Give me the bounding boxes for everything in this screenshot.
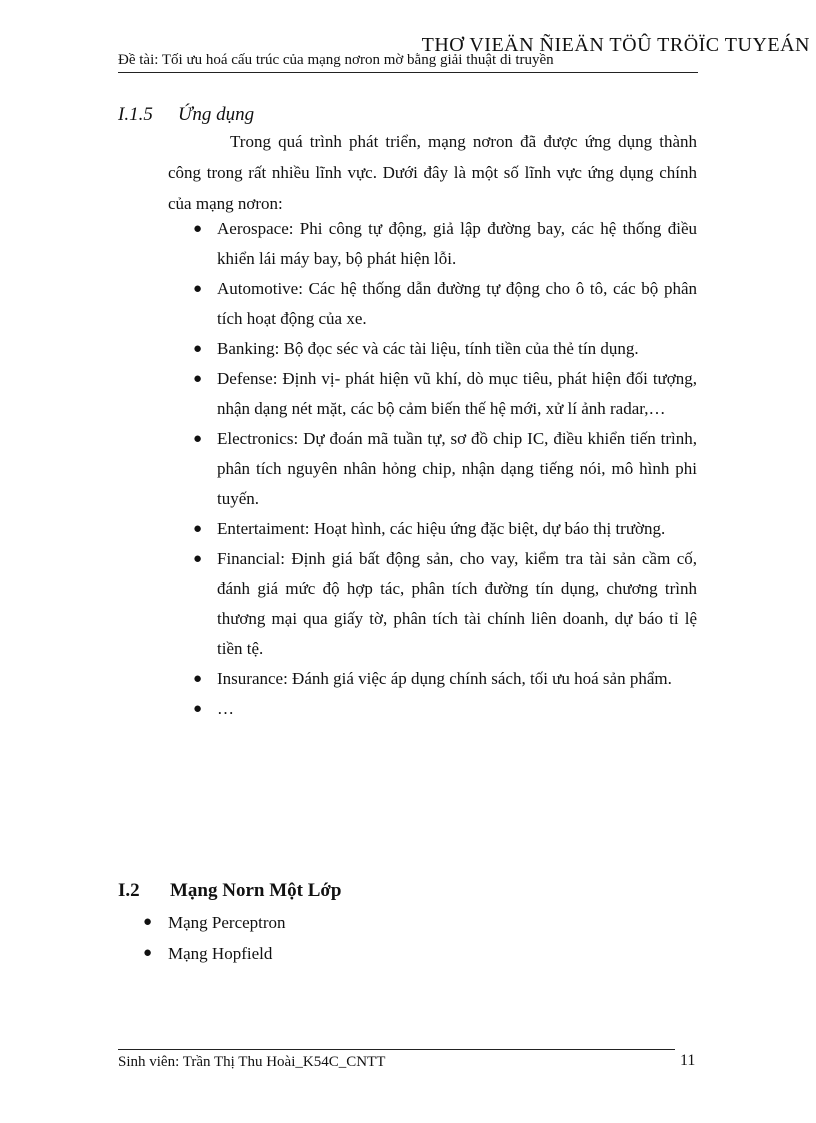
application-list (168, 214, 697, 724)
intro-text: Trong quá trình phát triển, mạng nơron đã được ứng dụng thành công trong rất nhiều lĩnh vực. Dưới đây là một số lĩnh vực ứng dụng chính của mạng nơron: (168, 132, 697, 213)
bullet-icon: ● (193, 551, 203, 567)
list-item: ● Aerospace: Phi công tự động, giả lập đường bay, các hệ thống điều khiển lái máy bay, bộ phát hiện lỗi. (168, 214, 697, 274)
bullet-icon: ● (193, 341, 203, 357)
list-item: ● … (168, 694, 697, 724)
bullet-icon: ● (143, 914, 153, 930)
list-item: ● Banking: Bộ đọc séc và các tài liệu, tính tiền của thẻ tín dụng. (168, 334, 697, 364)
section-title: Ứng dụng (178, 104, 255, 125)
list-item: ● Mạng Perceptron (118, 907, 286, 938)
list-item: ● Automotive: Các hệ thống dẫn đường tự động cho ô tô, các bộ phân tích hoạt động của xe. (168, 274, 697, 334)
header-divider (118, 72, 698, 73)
footer-author: Sinh viên: Trần Thị Thu Hoài_K54C_CNTT (118, 1054, 386, 1070)
list-item: ● Entertaiment: Hoạt hình, các hiệu ứng đặc biệt, dự báo thị trường. (168, 514, 697, 544)
bullet-icon: ● (193, 701, 203, 717)
network-type-list (118, 907, 286, 969)
bullet-icon: ● (143, 945, 153, 961)
intro-paragraph (168, 126, 697, 219)
library-watermark: THƠ VIEÄN ÑIEÄN TÖÛ TRÖÏC TUYEÁN (421, 34, 810, 56)
bullet-icon: ● (193, 521, 203, 537)
section-number: I.1.5 (118, 104, 153, 125)
list-item: ● Defense: Định vị- phát hiện vũ khí, dò mục tiêu, phát hiện đối tượng, nhận dạng nét mặt, các bộ cảm biến thế hệ mới, xử lí ảnh radar,… (168, 364, 697, 424)
list-item: ● Insurance: Đánh giá việc áp dụng chính sách, tối ưu hoá sản phẩm. (168, 664, 697, 694)
footer-divider (118, 1049, 675, 1050)
bullet-icon: ● (193, 371, 203, 387)
section-heading-1-1-5 (118, 104, 254, 126)
bullet-icon: ● (193, 221, 203, 237)
section-number: I.2 (118, 880, 140, 901)
bullet-icon: ● (193, 281, 203, 297)
header-topic: Đề tài: Tối ưu hoá cấu trúc của mạng nơron mờ bằng giải thuật di truyền (118, 52, 554, 68)
list-item: ● Financial: Định giá bất động sản, cho vay, kiểm tra tài sản cầm cố, đánh giá mức độ hợp tác, phân tích đường tín dụng, chương trình thương mại qua giấy tờ, phân tích tài chính liên doanh, dự báo tỉ lệ tiền tệ. (168, 544, 697, 664)
list-item: ● Mạng Hopfield (118, 938, 286, 969)
section-heading-1-2 (118, 880, 342, 902)
list-item: ● Electronics: Dự đoán mã tuần tự, sơ đồ chip IC, điều khiển tiến trình, phân tích nguyên nhân hỏng chip, nhận dạng tiếng nói, mô hình phi tuyến. (168, 424, 697, 514)
bullet-icon: ● (193, 671, 203, 687)
section-title: Mạng Norn Một Lớp (170, 880, 342, 901)
page-number: 11 (680, 1052, 696, 1069)
bullet-icon: ● (193, 431, 203, 447)
